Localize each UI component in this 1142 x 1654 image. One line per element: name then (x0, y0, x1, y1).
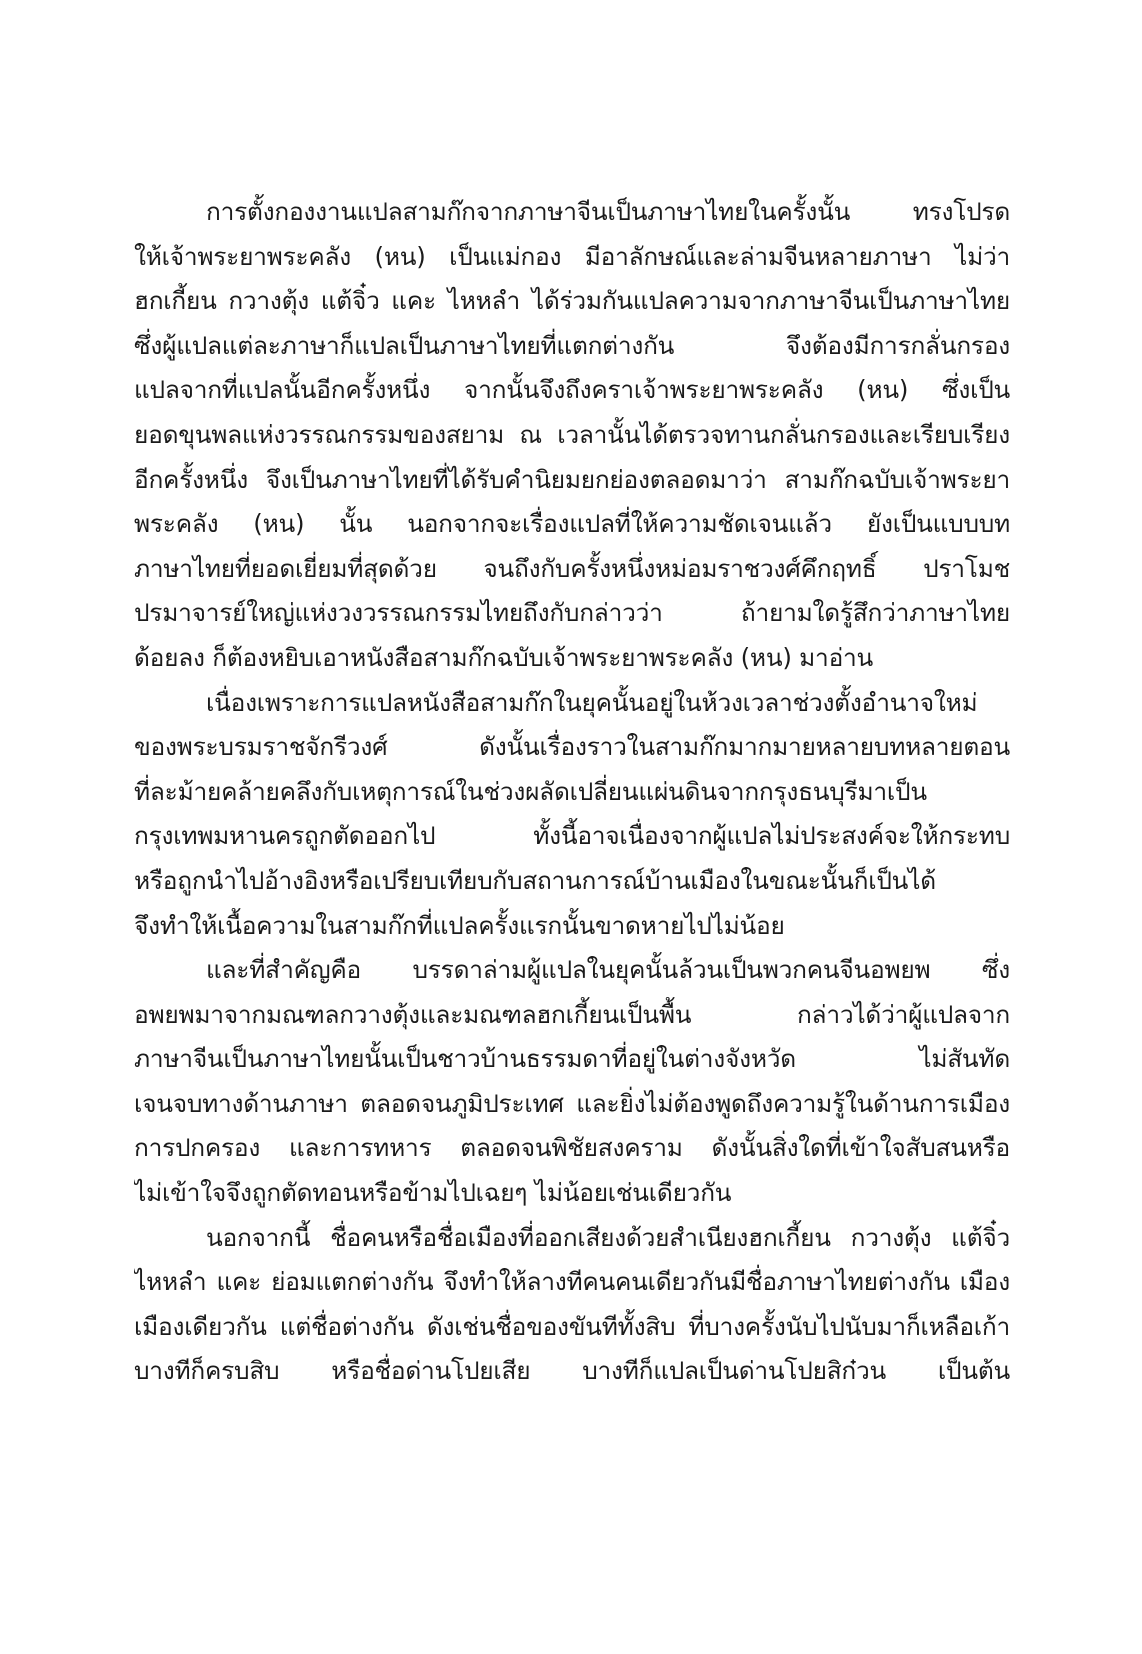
text-line: ของพระบรมราชจักรีวงศ์ ดังนั้นเรื่องราวในสามก๊กมากมายหลายบทหลายตอน (134, 732, 1010, 762)
text-line: ยอดขุนพลแห่งวรรณกรรมของสยาม ณ เวลานั้นได้ตรวจทานกลั่นกรองและเรียบเรียง (134, 419, 1010, 449)
body-text (134, 190, 1010, 1394)
text-line: จึงทำให้เนื้อความในสามก๊กที่แปลครั้งแรกนั้นขาดหายไปไม่น้อย (134, 910, 785, 940)
text-line: ด้อยลง ก็ต้องหยิบเอาหนังสือสามก๊กฉบับเจ้าพระยาพระคลัง (หน) มาอ่าน (134, 642, 874, 672)
text-line: ซึ่งผู้แปลแต่ละภาษาก็แปลเป็นภาษาไทยที่แตกต่างกัน จึงต้องมีการกลั่นกรอง (134, 330, 1010, 360)
text-line: พระคลัง (หน) นั้น นอกจากจะเรื่องแปลที่ให้ความชัดเจนแล้ว ยังเป็นแบบบท (134, 509, 1010, 539)
text-line: การปกครอง และการทหาร ตลอดจนพิชัยสงคราม ดังนั้นสิ่งใดที่เข้าใจสับสนหรือ (134, 1133, 1010, 1163)
paragraph-3 (134, 948, 1010, 1216)
text-line: ไม่เข้าใจจึงถูกตัดทอนหรือข้ามไปเฉยๆ ไม่น้อยเช่นเดียวกัน (134, 1178, 732, 1208)
text-line: ไหหลำ แคะ ย่อมแตกต่างกัน จึงทำให้ลางทีคนคนเดียวกันมีชื่อภาษาไทยต่างกัน เมือง (134, 1267, 1010, 1297)
text-line: เนื่องเพราะการแปลหนังสือสามก๊กในยุคนั้นอยู่ในห้วงเวลาช่วงตั้งอำนาจใหม่ (206, 687, 978, 717)
text-line: และที่สำคัญคือ บรรดาล่ามผู้แปลในยุคนั้นล้วนเป็นพวกคนจีนอพยพ ซึ่ง (206, 955, 1010, 985)
text-line: ภาษาจีนเป็นภาษาไทยนั้นเป็นชาวบ้านธรรมดาที่อยู่ในต่างจังหวัด ไม่สันทัด (134, 1044, 1010, 1074)
text-line: กรุงเทพมหานครถูกตัดออกไป ทั้งนี้อาจเนื่องจากผู้แปลไม่ประสงค์จะให้กระทบ (134, 821, 1010, 851)
text-line: อีกครั้งหนึ่ง จึงเป็นภาษาไทยที่ได้รับคำนิยมยกย่องตลอดมาว่า สามก๊กฉบับเจ้าพระยา (134, 464, 1010, 494)
text-line: อพยพมาจากมณฑลกวางตุ้งและมณฑลฮกเกี้ยนเป็นพื้น กล่าวได้ว่าผู้แปลจาก (134, 999, 1010, 1029)
text-line: แปลจากที่แปลนั้นอีกครั้งหนึ่ง จากนั้นจึงถึงคราเจ้าพระยาพระคลัง (หน) ซึ่งเป็น (134, 375, 1010, 405)
paragraph-2 (134, 681, 1010, 949)
text-line: ให้เจ้าพระยาพระคลัง (หน) เป็นแม่กอง มีอาลักษณ์และล่ามจีนหลายภาษา ไม่ว่า (134, 241, 1010, 271)
text-line: เจนจบทางด้านภาษา ตลอดจนภูมิประเทศ และยิ่งไม่ต้องพูดถึงความรู้ในด้านการเมือง (134, 1088, 1010, 1118)
text-line: ที่ละม้ายคล้ายคลึงกับเหตุการณ์ในช่วงผลัดเปลี่ยนแผ่นดินจากกรุงธนบุรีมาเป็น (134, 776, 927, 806)
text-line: บางทีก็ครบสิบ หรือชื่อด่านโปยเสีย บางทีก็แปลเป็นด่านโปยสิก๋วน เป็นต้น (134, 1356, 1010, 1386)
text-line: เมืองเดียวกัน แต่ชื่อต่างกัน ดังเช่นชื่อของขันทีทั้งสิบ ที่บางครั้งนับไปนับมาก็เหลือเก้า (134, 1311, 1010, 1341)
text-line: การตั้งกองงานแปลสามก๊กจากภาษาจีนเป็นภาษาไทยในครั้งนั้น ทรงโปรด (206, 197, 1010, 226)
text-line: ปรมาจารย์ใหญ่แห่งวงวรรณกรรมไทยถึงกับกล่าวว่า ถ้ายามใดรู้สึกว่าภาษาไทย (134, 598, 1010, 628)
text-line: นอกจากนี้ ชื่อคนหรือชื่อเมืองที่ออกเสียงด้วยสำเนียงฮกเกี้ยน กวางตุ้ง แต้จิ๋ว (206, 1222, 1010, 1252)
text-line: ภาษาไทยที่ยอดเยี่ยมที่สุดด้วย จนถึงกับครั้งหนึ่งหม่อมราชวงศ์คึกฤทธิ์ ปราโมช (134, 553, 1010, 583)
paragraph-1 (134, 190, 1010, 681)
text-line: หรือถูกนำไปอ้างอิงหรือเปรียบเทียบกับสถานการณ์บ้านเมืองในขณะนั้นก็เป็นได้ (134, 865, 936, 895)
text-line: ฮกเกี้ยน กวางตุ้ง แต้จิ๋ว แคะ ไหหลำ ได้ร่วมกันแปลความจากภาษาจีนเป็นภาษาไทย (134, 286, 1010, 316)
paragraph-4 (134, 1216, 1010, 1394)
